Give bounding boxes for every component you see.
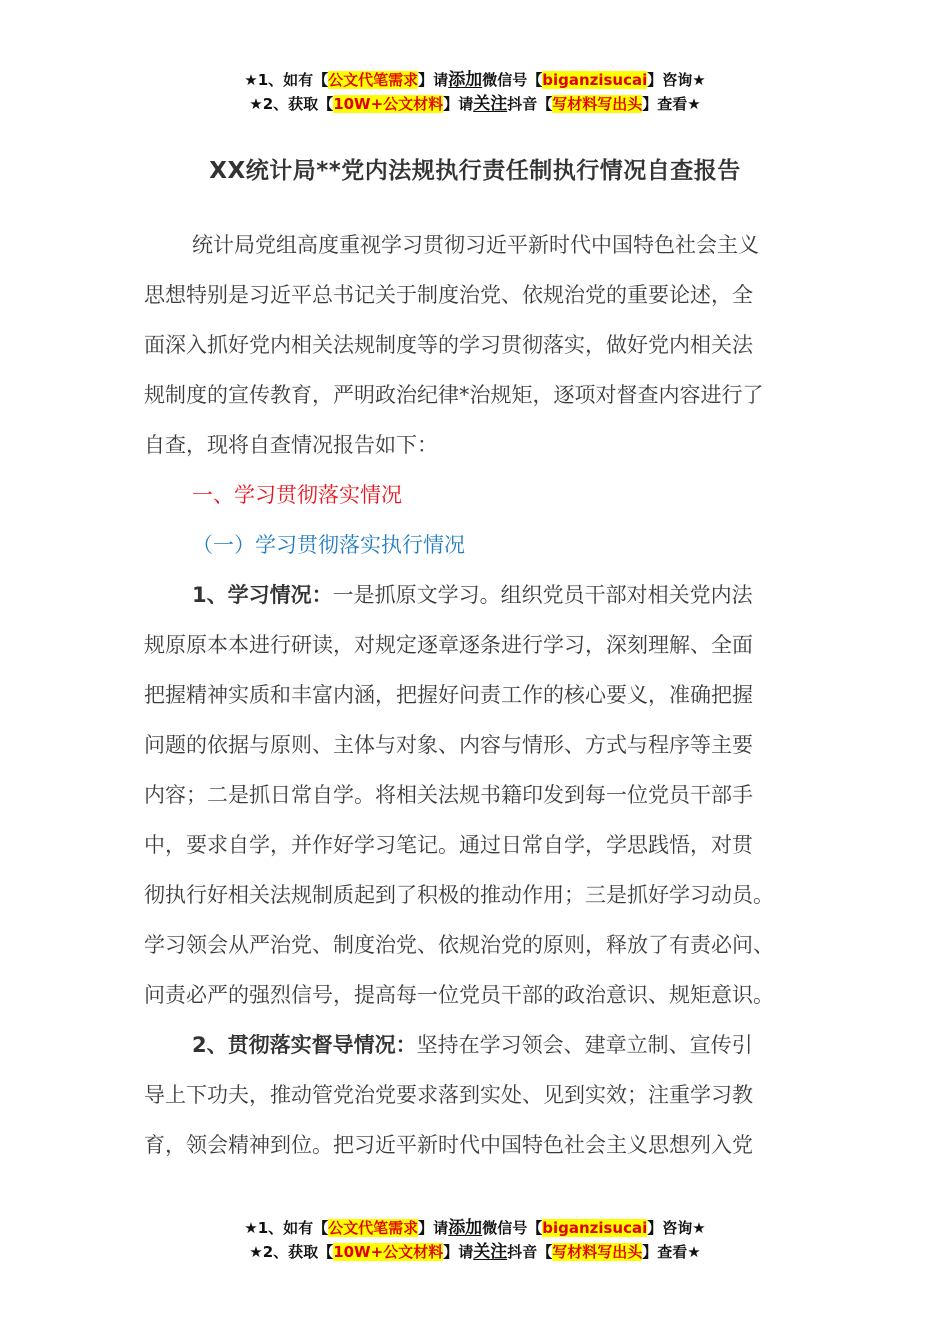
banner-douyin-id: 写材料写出头 [552, 95, 643, 113]
text-line: 把握精神实质和丰富内涵，把握好问责工作的核心要义，准确把握 [144, 683, 753, 707]
banner-douyin-id: 写材料写出头 [552, 1243, 643, 1261]
text-line: 思想特别是习近平总书记关于制度治党、依规治党的重要论述，全 [144, 283, 753, 307]
item-2-paragraph [144, 1020, 806, 1170]
banner-line-1 [0, 1216, 950, 1240]
banner-highlight: 10W+公文材料 [333, 95, 444, 113]
top-banner [0, 68, 950, 116]
intro-paragraph [144, 220, 806, 470]
text-line: 彻执行好相关法规制质起到了积极的推动作用；三是抓好学习动员。 [144, 883, 774, 907]
text-line: 学习领会从严治党、制度治党、依规治党的原则，释放了有责必问、 [144, 933, 774, 957]
banner-underlined-text: 关注 [473, 1242, 508, 1262]
bottom-banner [0, 1216, 950, 1264]
text-line: 一是抓原文学习。组织党员干部对相关党内法 [332, 583, 753, 607]
banner-wechat-id: biganzisucai [542, 71, 648, 89]
text-line: 规原原本本进行研读，对规定逐章逐条进行学习，深刻理解、全面 [144, 633, 753, 657]
banner-text: 微信号【 [482, 1219, 543, 1237]
banner-underlined-text: 添加 [448, 70, 483, 90]
text-line: 导上下功夫，推动管党治党要求落到实处、见到实效；注重学习教 [144, 1083, 753, 1107]
banner-text: 抖音【 [507, 95, 553, 113]
document-body [144, 220, 806, 1170]
banner-text: ★2、获取【 [249, 95, 334, 113]
banner-line-2 [0, 92, 950, 116]
banner-line-1 [0, 68, 950, 92]
banner-text: 】请 [443, 1243, 474, 1261]
banner-highlight: 公文代笔需求 [328, 1219, 419, 1237]
text-line: 坚持在学习领会、建章立制、宣传引 [416, 1033, 753, 1057]
banner-text: ★1、如有【 [244, 1219, 329, 1237]
banner-text: 抖音【 [507, 1243, 553, 1261]
document-title: XX统计局**党内法规执行责任制执行情况自查报告 [209, 158, 741, 184]
text-line: 规制度的宣传教育，严明政治纪律*治规矩，逐项对督查内容进行了 [144, 383, 764, 407]
banner-underlined-text: 关注 [473, 94, 508, 114]
text-line: 问责必严的强烈信号，提高每一位党员干部的政治意识、规矩意识。 [144, 983, 774, 1007]
text-line: 中，要求自学，并作好学习笔记。通过日常自学，学思践悟，对贯 [144, 833, 753, 857]
section-heading-1: 一、学习贯彻落实情况 [192, 483, 402, 507]
text-line: 育，领会精神到位。把习近平新时代中国特色社会主义思想列入党 [144, 1133, 753, 1157]
item-1-paragraph [144, 570, 806, 1020]
banner-text: 】查看★ [642, 1243, 701, 1261]
item-1-label: 1、学习情况： [192, 583, 333, 607]
banner-highlight: 公文代笔需求 [328, 71, 419, 89]
item-2-label: 2、贯彻落实督导情况： [192, 1033, 417, 1057]
banner-line-2 [0, 1240, 950, 1264]
banner-underlined-text: 添加 [448, 1218, 483, 1238]
banner-text: 】咨询★ [647, 71, 706, 89]
banner-text: ★1、如有【 [244, 71, 329, 89]
banner-text: 】咨询★ [647, 1219, 706, 1237]
text-line: 自查，现将自查情况报告如下： [144, 433, 438, 457]
text-line: 面深入抓好党内相关法规制度等的学习贯彻落实，做好党内相关法 [144, 333, 753, 357]
banner-text: 】请 [418, 1219, 449, 1237]
banner-text: 微信号【 [482, 71, 543, 89]
banner-text: 】请 [443, 95, 474, 113]
text-line: 问题的依据与原则、主体与对象、内容与情形、方式与程序等主要 [144, 733, 753, 757]
banner-wechat-id: biganzisucai [542, 1219, 648, 1237]
banner-text: 】查看★ [642, 95, 701, 113]
text-line: 内容；二是抓日常自学。将相关法规书籍印发到每一位党员干部手 [144, 783, 753, 807]
section-heading-2: （一）学习贯彻落实执行情况 [192, 533, 465, 557]
banner-highlight: 10W+公文材料 [333, 1243, 444, 1261]
text-line: 统计局党组高度重视学习贯彻习近平新时代中国特色社会主义 [192, 233, 759, 257]
banner-text: 】请 [418, 71, 449, 89]
banner-text: ★2、获取【 [249, 1243, 334, 1261]
